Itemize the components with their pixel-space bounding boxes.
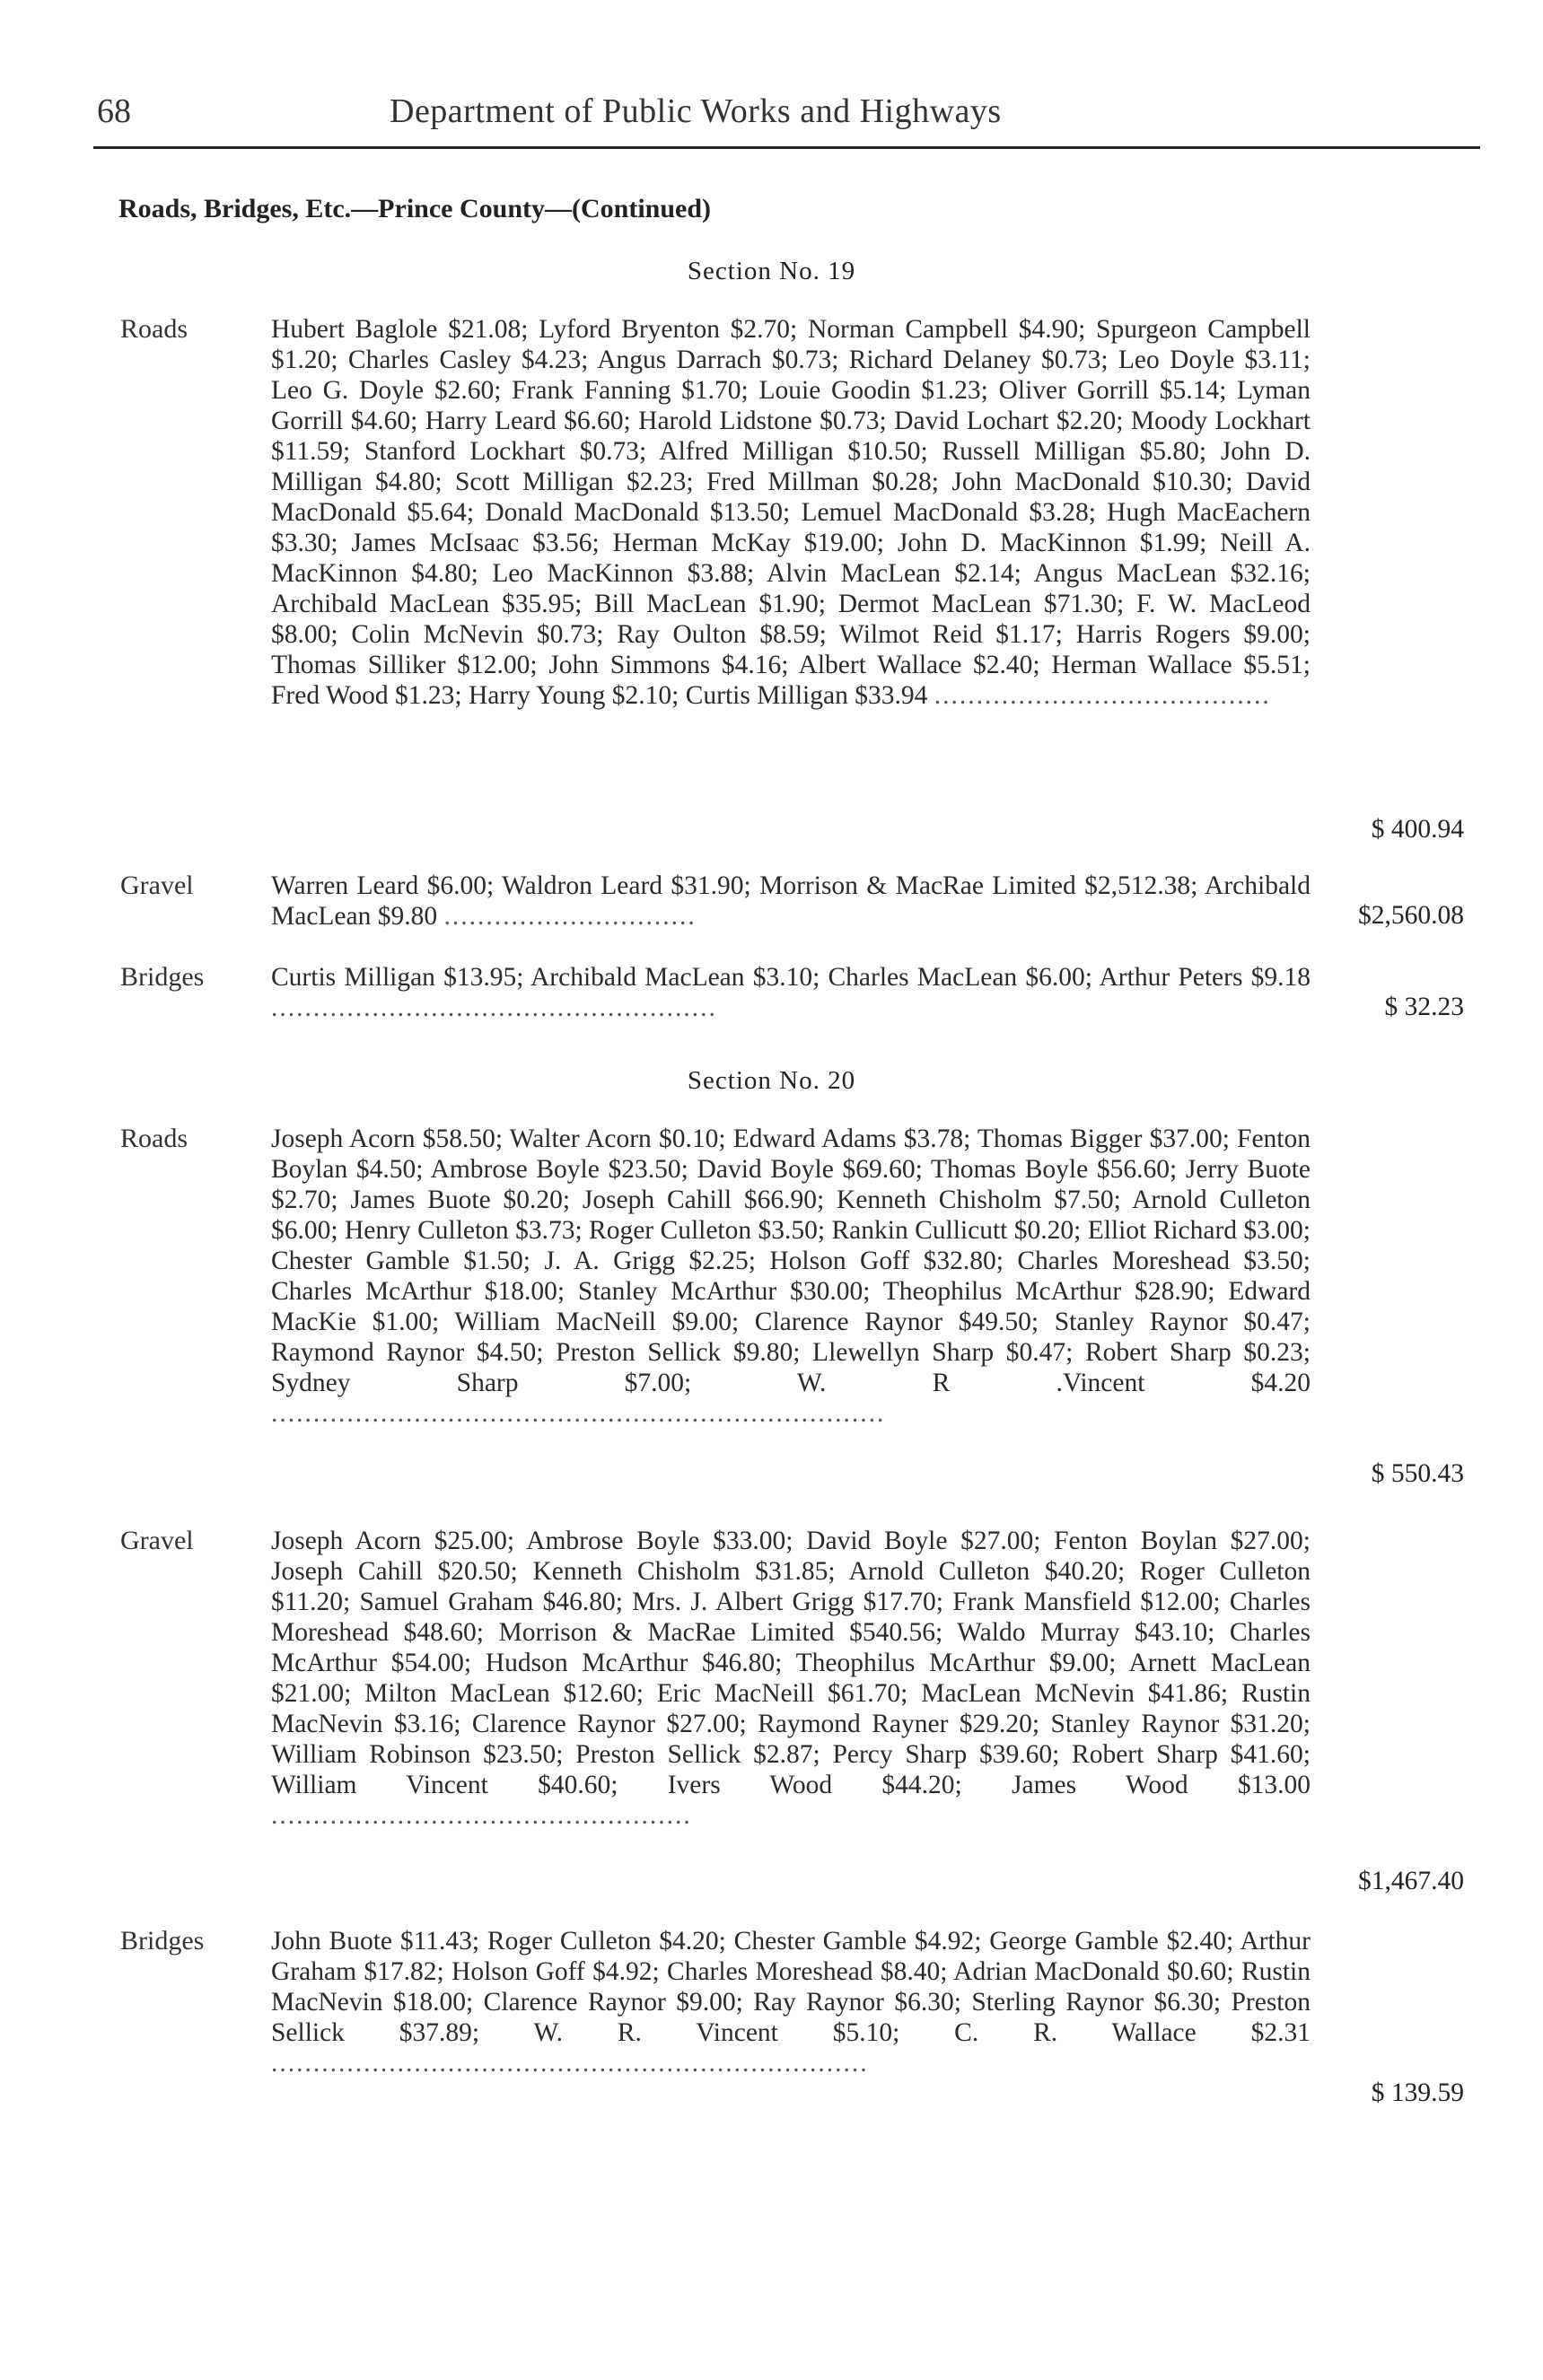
entry-amount: $ 550.43 (1371, 1459, 1464, 1488)
entry-label: Roads (120, 1124, 188, 1153)
section-title-19: Section No. 19 (687, 257, 856, 285)
entry-label: Gravel (120, 871, 194, 900)
entry-text (271, 1926, 1311, 2078)
entry-text (271, 1526, 1311, 1831)
entry-label: Bridges (120, 1926, 205, 1956)
entry-text-content: Joseph Acorn $58.50; Walter Acorn $0.10; Edward Adams $3.78; Thomas Bigger $37.00; Fenton Boylan $4.50; Ambrose Boyle $23.50; David Boyle $69.60; Thomas Boyle $56.60; Jerry Buote $2.70; James Buote $0.20; Joseph Cahill $66.90; Kenneth Chisholm $7.50; Arnold Culleton $6.00; Henry Culleton $3.73; Roger Culleton $3.50; Rankin Cullicutt $0.20; Elliot Richard $3.00; Chester Gamble $1.50; J. A. Grigg $2.25; Holson Goff $32.80; Charles Moreshead $3.50; Charles McArthur $18.00; Stanley McArthur $30.00; Theophilus McArthur $28.90; Edward MacKie $1.00; William MacNeill $9.00; Clarence Raynor $49.50; Stanley Raynor $0.47; Raymond Raynor $4.50; Preston Sellick $9.80; Llewellyn Sharp $0.47; Robert Sharp $0.23; Sydney Sharp $7.00; W. R .Vincent $4.20 (271, 1124, 1311, 1397)
entry-amount: $ 32.23 (1384, 993, 1464, 1021)
entry-amount: $2,560.08 (1358, 901, 1464, 930)
entry-text-content: Hubert Baglole $21.08; Lyford Bryenton $2.70; Norman Campbell $4.90; Spurgeon Campbell $1.20; Charles Casley $4.23; Angus Darrach $0.73; Richard Delaney $0.73; Leo Doyle $3.11; Leo G. Doyle $2.60; Frank Fanning $1.70; Louie Goodin $1.23; Oliver Gorrill $5.14; Lyman Gorrill $4.60; Harry Leard $6.60; Harold Lidstone $0.73; David Lochart $2.20; Moody Lockhart $11.59; Stanford Lockhart $0.73; Alfred Milligan $10.50; Russell Milligan $5.80; John D. Milligan $4.80; Scott Milligan $2.23; Fred Millman $0.28; John MacDonald $10.30; David MacDonald $5.64; Donald MacDonald $13.50; Lemuel MacDonald $3.28; Hugh MacEachern $3.30; James McIsaac $3.56; Herman McKay $19.00; John D. MacKinnon $1.99; Neill A. MacKinnon $4.80; Leo MacKinnon $3.88; Alvin MacLean $2.14; Angus MacLean $32.16; Archibald MacLean $35.95; Bill MacLean $1.90; Dermot MacLean $71.30; F. W. MacLeod $8.00; Colin McNevin $0.73; Ray Oulton $8.59; Wilmot Reid $1.17; Harris Rogers $9.00; Thomas Silliker $12.00; John Simmons $4.16; Albert Wallace $2.40; Herman Wallace $5.51; Fred Wood $1.23; Harry Young $2.10; Curtis Milligan $33.94 (271, 315, 1311, 710)
entry-text-content: Curtis Milligan $13.95; Archibald MacLean $3.10; Charles MacLean $6.00; Arthur Peters $9.18 (271, 963, 1311, 992)
entry-text (271, 1124, 1311, 1429)
entry-text-content: Warren Leard $6.00; Waldron Leard $31.90; Morrison & MacRae Limited $2,512.38; Archibald MacLean $9.80 (271, 871, 1311, 931)
dot-leader: .............................. (443, 902, 697, 931)
entry-amount: $1,467.40 (1358, 1867, 1464, 1895)
entry-text (271, 314, 1311, 711)
entry-label: Bridges (120, 962, 205, 992)
page-header (97, 92, 1484, 145)
entry-text (271, 962, 1311, 1023)
dot-leader: .................................................. (271, 1801, 692, 1830)
entry-label: Gravel (120, 1526, 194, 1555)
dot-leader: ......................................................................... (271, 1399, 886, 1428)
dot-leader: ........................................ (934, 681, 1271, 710)
entry-amount: $ 139.59 (1371, 2078, 1464, 2107)
entry-amount: $ 400.94 (1371, 815, 1464, 844)
entry-label: Roads (120, 314, 188, 344)
section-heading: Roads, Bridges, Etc.—Prince County—(Continued) (118, 194, 712, 223)
entry-text-content: John Buote $11.43; Roger Culleton $4.20; Chester Gamble $4.92; George Gamble $2.40; Arthur Graham $17.82; Holson Goff $4.92; Charles Moreshead $8.40; Adrian MacDonald $0.60; Rustin MacNevin $18.00; Clarence Raynor $9.00; Ray Raynor $6.30; Sterling Raynor $6.30; Preston Sellick $37.89; W. R. Vincent $5.10; C. R. Wallace $2.31 (271, 1927, 1311, 2047)
dot-leader: ..................................................... (271, 993, 717, 1022)
entry-text-content: Joseph Acorn $25.00; Ambrose Boyle $33.00; David Boyle $27.00; Fenton Boylan $27.00; Joseph Cahill $20.50; Kenneth Chisholm $31.85; Arnold Culleton $40.20; Roger Culleton $11.20; Samuel Graham $46.80; Mrs. J. Albert Grigg $17.70; Frank Mansfield $12.00; Charles Moreshead $48.60; Morrison & MacRae Limited $540.56; Waldo Murray $43.10; Charles McArthur $54.00; Hudson McArthur $46.80; Theophilus McArthur $9.00; Arnett MacLean $21.00; Milton MacLean $12.60; Eric MacNeill $61.70; MacLean McNevin $41.86; Rustin MacNevin $3.16; Clarence Raynor $27.00; Raymond Rayner $29.20; Stanley Raynor $31.20; William Robinson $23.50; Preston Sellick $2.87; Percy Sharp $39.60; Robert Sharp $41.60; William Vincent $40.60; Ivers Wood $44.20; James Wood $13.00 (271, 1527, 1311, 1799)
section-title-20: Section No. 20 (687, 1066, 856, 1095)
page-number: 68 (97, 92, 131, 130)
header-rule (93, 146, 1480, 149)
dot-leader: ....................................................................... (271, 2049, 869, 2078)
entry-text (271, 871, 1311, 932)
page-title: Department of Public Works and Highways (390, 92, 1002, 130)
